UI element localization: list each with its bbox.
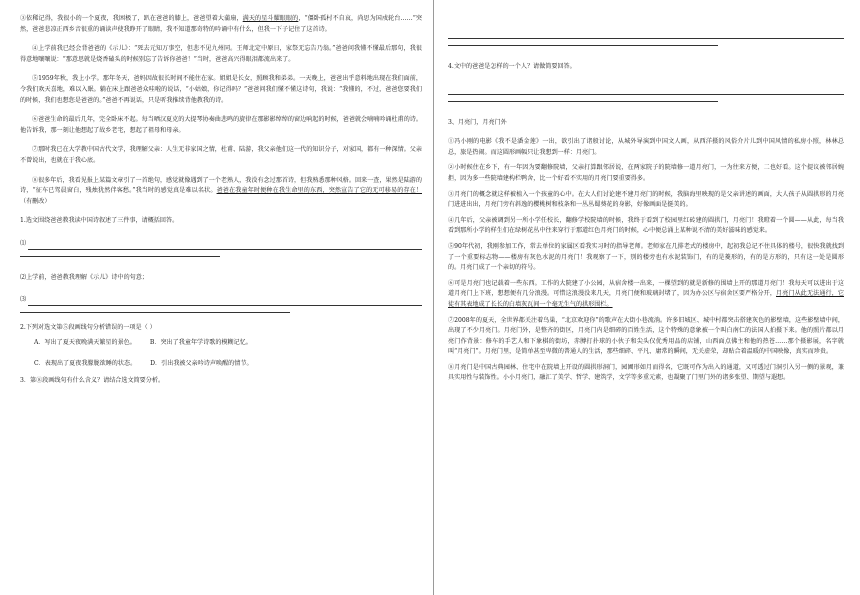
paragraph-4: ④上学前我已经会背爸爸的《示儿》：“死去元知万事空，但悲不见九州同。王师北定中原日，家祭无忘告乃翁。”爸爸问我懂不懂最后那句，我很得意地嚷嚷说：“那意思就是烧香磕头的时候别忘了告诉你爸爸！”当时，爸爸高兴得眼泪都流出来了。 <box>20 45 422 63</box>
answer-line-1[interactable]: ⑴ <box>20 239 422 250</box>
paragraph-r3: ③月亮门的概念就这样被植入一个孩童的心中。在大人们讨论建不建月亮门的时候，我脑海里映现的是父亲讲述的画面，大人孩子从圆拱形的月亮门进进出出，月亮门旁有斜逸的樱桃树和枝条和一丛丛蜀葵花的身影，好像画面是挺美的。 <box>448 190 844 209</box>
paragraph-r4: ④几年后，父亲被调到另一所小学任校长，翻修学校院墙的时候，我终于看到了校园里红砖建的圆拱门，月亮门！我瞪着一个圆——从此，每当我看到那所小学的样生们在绿树花丛中往来穿行于那道红色月亮门的时候，心中便总涌上某种说不清的美好滋味的感觉来。 <box>448 216 844 235</box>
paragraph-r8: ⑧月亮门是中国古典园林、住宅中在院墙上开设的圆拱形洞门，园圃形如月而得名，它既可作为出入的通道，又可透过门洞引入另一侧的景观，兼具实用性与装饰性。小小月亮门，融汇了美学、哲学、建筑学，文学等多重元素，也凝聚了门里门外的诸多张望、期望与遐想。 <box>448 363 844 382</box>
answer-line-q3b[interactable] <box>448 45 718 46</box>
section-title: 3、月亮门，月亮门外 <box>448 118 507 126</box>
question-1: 1.选文围绕爸爸教我读中国诗叙述了三件事，请概括回答。 <box>20 217 179 225</box>
paragraph-6: ⑥爸爸生命的最后几年，完全卧床不起。每当晒汉夏克的大提琴协奏曲悲鸣的旋律在那影影绰绰的窗边响起的时候，爸爸就会喃喃吟诵杜甫的诗。他告诉我，那一刻让他想起了故乡老宅，想起了祖母和母亲。 <box>20 116 422 134</box>
paragraph-8: ⑧很多年后，我看见报上某篇文章引了一首绝句，感觉就像遇到了一个老熟人，我没有念过那首诗，但我熟悉那种风格。回来一查，果然是陆游的诗，“征车已驾晨窗白，残烛犹然伴客愁。”我当时的感觉真是难以名状。爸爸在我童年时便种在我生命里的东西，突然宣告了它的无可移易的存在！（有删改） <box>20 176 422 205</box>
paragraph-r7: ⑦2008年的夏天，全世界都关注着鸟巢，“北京欢迎你”的歌声在大街小巷流淌。许多旧城区、城中村都突击搭建灰色的影壁墙，这些影壁墙中间，出现了不少月亮门。月亮门外，是整齐的街区，月亮门内是细碎的百姓生活，这个特殊的意象被一个叫白南仁的法国人拍摄下来。他的照片都以月亮门作背景：修车的手艺人和下象棋的街坊，赤膊打扑球的小伙子和尖头仅优秀用品的店铺，山西面点佛主和他的热苍……那个摄影展，名字就叫“月亮门”。月亮门里，是简单甚至卑微的普通人的生活，那些细碎、平凡、庸常的瞬间，无关虚荣，却贴合着温暖的中国映像，真实而珍贵。 <box>448 316 844 356</box>
options-row-1 <box>34 338 422 349</box>
option-a[interactable]: A．写出了夏天夜晚满天繁星的景色。 <box>34 339 136 347</box>
options-row-2 <box>34 359 422 370</box>
answer-line-q3a[interactable] <box>448 38 844 39</box>
column-divider <box>433 0 434 595</box>
paragraph-r5: ⑤90年代初，我刚参加工作，常去单位的家属区看我实习时的指导老师。老师家在几排老式的楼房中，起初我总记不住具体的楼号，很快我就找到了一个重要标志物——楼房有灰色水泥的月亮门！我观察了一下，别的楼旁也有水泥装饰门，有的是菱形的，有的是方形的，只有这一处是圆形的。月亮门成了一个亲切的符号。 <box>448 242 844 272</box>
paragraph-5: ⑤1959年秋，我上小学。那年冬天，爸妈因故很长时间不能住在家。姐姐是长女，照顾我和弟弟。一天晚上，爸爸出乎意料地出现在我们面前，令我们欢天喜地，难以入眠。躺在床上跟爸爸众哇啦的说话，“小姑娘，你记得吗？”爸爸问我们懂不懂这诗句，我说：“我懂的，不过，爸爸您要我们的时候，我们也想您是爸爸的。”爸爸不再说话，只是听我推续背他教我的诗。 <box>20 75 422 104</box>
answer-line-q4b[interactable] <box>448 101 718 102</box>
question-1-item-2: ⑵上学前，爸爸教我理解《示儿》诗中的句意； <box>20 273 148 281</box>
question-3: 3．第⑧段画线句有什么含义？请结合选文简要分析。 <box>20 377 165 385</box>
question-2: 2.下列对选文第⑤段画线句分析错误的一项是（ ） <box>20 323 156 331</box>
underlined-sentence: 月亮门从此无法通行，它徒有其表地成了长长的白墙灰瓦间一个毫无生气的拱形围栏。 <box>448 290 844 308</box>
paragraph-r6: ⑥可是月亮门也记载着一些东西。工作的大院建了小公园，从宿舍楼一出来，一棵望到的就是新修的围墙上开的那道月亮门！我每天可以进出于这道月亮门上下班，想想便有几分浪漫。可惜这浪漫没来几天，月亮门便和玻璃封堵了，因为办公区与宿舍区要严格分开，月亮门从此无法通行，它徒有其表地成了长长的白墙灰瓦间一个毫无生气的拱形围栏。 <box>448 279 844 308</box>
answer-line-3b[interactable] <box>20 312 290 313</box>
paragraph-r1: ①冯小刚的电影《我不是潘金莲》一出，欲引出了诸般讨论，从城外导演到中国文人画，从西洋摄的风俗介片儿到中国风情的私房小照，林林总总，旅是热闹。而这圆形画幅只让我想到一样：月亮门。 <box>448 138 844 156</box>
paragraph-r2: ②小时候住在乡下，有一年因为要翻修院墙，父亲打算跟邻居说，在两家院子的院墙修一道月亮门，一为往来方便，二也好看。这个提议被邻居婉拒，因为多一些院墙建构栏鸭舍，比一个好看不实用的月亮门要重要得多。 <box>448 164 844 182</box>
option-b[interactable]: B．突出了我童年学诗歌的模糊记忆。 <box>149 339 252 347</box>
underlined-sentence: 爸爸在我童年时便种在我生命里的东西，突然宣告了它的无可移易的存在！ <box>216 187 422 195</box>
answer-line-q4a[interactable] <box>448 94 844 95</box>
paragraph-3: ③依稀记得，我很小的一个夏夜，我困极了，趴在爸爸的膝上，爸爸望着大蒲扇，满天的星斗耀眼眼的，“僵卧孤村不自哀，尚思为国戍轮台……”突然，爸爸悲凉正西乡音很重的诵读声使我睁开了眼睛，我不知道那奇特的吟诵中有什么，但我一下子记住了这首诗。 <box>20 15 423 33</box>
answer-line-3[interactable]: ⑶ <box>20 295 422 306</box>
right-column <box>448 14 844 389</box>
answer-line-1b[interactable] <box>20 256 220 257</box>
left-column <box>20 14 422 392</box>
option-d[interactable]: D．引出我被父亲吟诗声唤醒的情节。 <box>150 359 253 367</box>
underlined-sentence: 满天的星斗耀眼眼的 <box>242 15 299 22</box>
option-c[interactable]: C．表现出了夏夜我朦胧欲睡的状态。 <box>34 359 137 367</box>
question-4: 4.文中的爸爸是怎样的一个人？请做简要回答。 <box>448 63 576 70</box>
paragraph-7: ⑦那时我已在大学教中国古代文学，我理解父亲：人生无非家国之情，杜甫、陆游，我父亲他们这一代的知识分子，对家国，都有一种深情。父亲不曾说出，也就在于我心底。 <box>20 146 422 164</box>
